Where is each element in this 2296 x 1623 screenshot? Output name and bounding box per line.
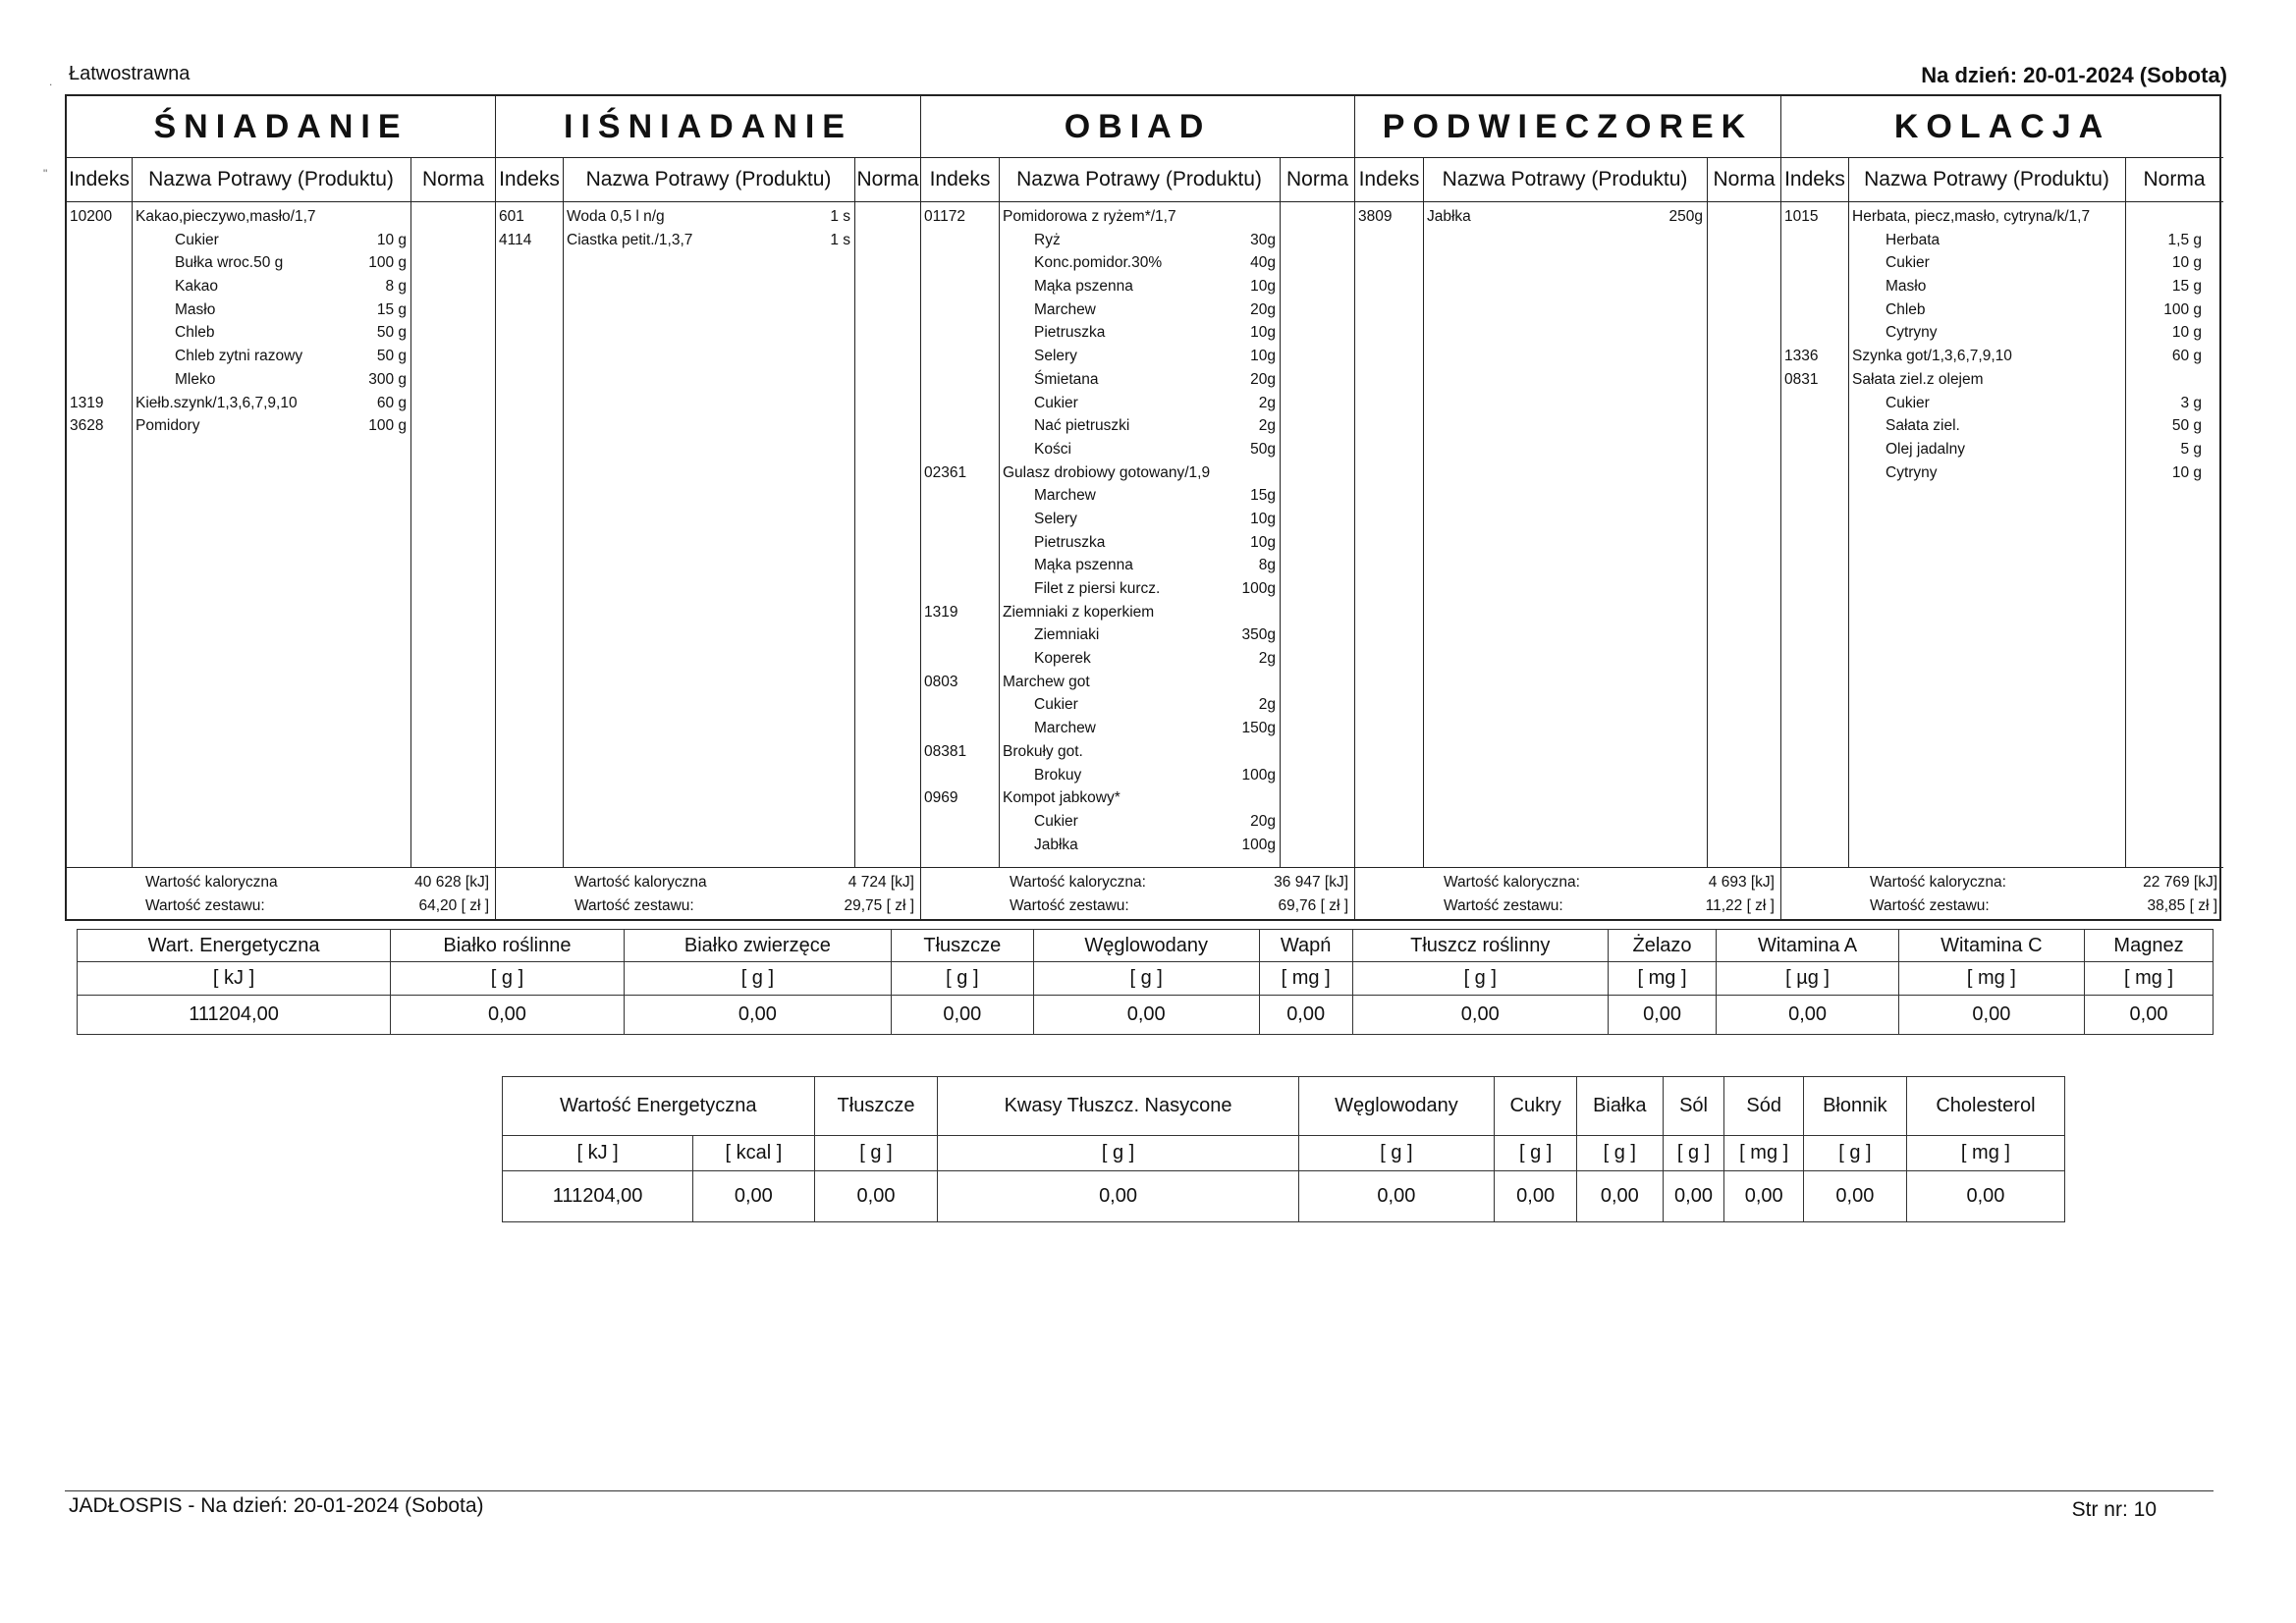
nutrient-unit: [ g ] (1033, 962, 1259, 996)
nutrient-header: Sól (1663, 1077, 1724, 1136)
nutrient-header: Białko zwierzęce (624, 930, 891, 962)
nutrient-value: 0,00 (938, 1171, 1298, 1222)
scan-mark: " (43, 167, 48, 181)
meal-title: IIŚNIADANIE (496, 96, 920, 158)
nutrient-value: 0,00 (1608, 996, 1717, 1035)
col-header-index: Indeks (921, 157, 999, 202)
item-norm: 10 g (2171, 463, 2202, 481)
item-index: 1319 (924, 603, 958, 621)
nutrient-value: 0,00 (1906, 1171, 2064, 1222)
nutrient-value: 0,00 (1724, 1171, 1803, 1222)
menu-item-row (921, 205, 1354, 229)
item-name: Gulasz drobiowy gotowany/1,9 (1003, 463, 1211, 481)
item-name: Cytryny (1886, 324, 1938, 342)
item-name: Mąka pszenna (1034, 278, 1133, 296)
calorie-value: 36 947 [kJ] (1274, 874, 1348, 891)
page-number: Str nr: 10 (2071, 1498, 2157, 1521)
calorie-label: Wartość kaloryczna: (1010, 874, 1146, 891)
item-name: Mleko (175, 370, 216, 388)
nutrient-value: 0,00 (624, 996, 891, 1035)
menu-item-row (67, 321, 495, 345)
meal-summary (1781, 867, 2223, 919)
nutrient-unit: [ g ] (1352, 962, 1608, 996)
menu-item-row (921, 229, 1354, 252)
menu-item-row (1781, 345, 2223, 368)
nutrient-unit: [ g ] (1495, 1136, 1577, 1171)
item-norm: 50 g (2171, 417, 2202, 435)
item-name: Ziemniaki (1034, 626, 1100, 644)
nutrient-unit: [ g ] (1298, 1136, 1495, 1171)
col-header-norm: Norma (2125, 157, 2223, 202)
menu-item-row (67, 392, 495, 415)
col-header-name: Nazwa Potrawy (Produktu) (132, 157, 410, 202)
meal-title: PODWIECZOREK (1355, 96, 1780, 158)
nutrient-value: 0,00 (1577, 1171, 1663, 1222)
col-header-index: Indeks (496, 157, 563, 202)
item-norm: 20g (1250, 370, 1276, 388)
item-name: Masło (175, 300, 216, 318)
item-norm: 2g (1258, 696, 1276, 714)
item-index: 08381 (924, 742, 967, 760)
nutrition-table-1 (77, 929, 2214, 1035)
item-index: 3628 (70, 417, 104, 435)
menu-item-row (1781, 298, 2223, 322)
item-norm: 1,5 g (2167, 231, 2202, 248)
menu-item-row (921, 717, 1354, 740)
item-norm: 8g (1258, 557, 1276, 574)
item-norm: 1 s (830, 231, 850, 248)
nutrient-unit: [ g ] (1663, 1136, 1724, 1171)
menu-item-row (921, 321, 1354, 345)
nutrient-header: Tłuszcze (814, 1077, 938, 1136)
menu-item-row (921, 508, 1354, 531)
nutrient-header: Wart. Energetyczna (78, 930, 391, 962)
col-header-name: Nazwa Potrawy (Produktu) (999, 157, 1280, 202)
item-name: Chleb (1886, 300, 1926, 318)
menu-item-row (921, 764, 1354, 787)
cost-value: 11,22 [ zł ] (1705, 897, 1775, 914)
cost-label: Wartość zestawu: (1010, 897, 1129, 914)
item-name: Nać pietruszki (1034, 417, 1130, 435)
nutrient-value: 0,00 (1298, 1171, 1495, 1222)
column-divider (1707, 157, 1708, 868)
calorie-value: 22 769 [kJ] (2143, 874, 2217, 891)
item-norm: 50 g (376, 324, 407, 342)
col-header-index: Indeks (67, 157, 132, 202)
column-divider (854, 157, 855, 868)
menu-item-row (921, 554, 1354, 577)
meal-section (921, 96, 1355, 919)
menu-item-row (921, 671, 1354, 694)
nutrient-unit: [ kJ ] (78, 962, 391, 996)
nutrient-unit: [ g ] (391, 962, 625, 996)
menu-item-row (1781, 251, 2223, 275)
nutrient-header: Żelazo (1608, 930, 1717, 962)
menu-item-row (67, 205, 495, 229)
item-norm: 100 g (368, 417, 407, 435)
item-name: Olej jadalny (1886, 440, 1965, 458)
menu-item-row (67, 298, 495, 322)
nutrient-value: 0,00 (891, 996, 1033, 1035)
nutrient-value: 0,00 (1259, 996, 1352, 1035)
calorie-value: 40 628 [kJ] (414, 874, 489, 891)
menu-item-row (67, 414, 495, 438)
meal-section (67, 96, 496, 919)
item-norm: 10g (1250, 348, 1276, 365)
item-norm: 40g (1250, 254, 1276, 272)
nutrient-unit: [ mg ] (1724, 1136, 1803, 1171)
item-index: 1319 (70, 394, 104, 411)
menu-item-row (1781, 275, 2223, 298)
menu-item-row (921, 461, 1354, 485)
menu-item-row (67, 345, 495, 368)
item-norm: 10g (1250, 510, 1276, 527)
menu-item-row (67, 368, 495, 392)
item-name: Sałata ziel. (1886, 417, 1960, 435)
nutrient-value: 0,00 (2085, 996, 2214, 1035)
cost-label: Wartość zestawu: (1870, 897, 1990, 914)
nutrient-unit: [ kJ ] (503, 1136, 693, 1171)
menu-item-row (921, 392, 1354, 415)
nutrient-unit: [ mg ] (2085, 962, 2214, 996)
menu-item-row (921, 647, 1354, 671)
item-norm: 10g (1250, 324, 1276, 342)
menu-item-row (921, 834, 1354, 857)
nutrient-unit: [ g ] (938, 1136, 1298, 1171)
meal-summary (496, 867, 920, 919)
menu-item-row (921, 810, 1354, 834)
item-norm: 15 g (2171, 278, 2202, 296)
nutrient-header: Magnez (2085, 930, 2214, 962)
menu-item-row (921, 531, 1354, 555)
nutrient-value: 0,00 (1898, 996, 2084, 1035)
menu-item-row (1781, 321, 2223, 345)
nutrient-value: 0,00 (1495, 1171, 1577, 1222)
item-norm: 30g (1250, 231, 1276, 248)
item-name: Chleb zytni razowy (175, 348, 303, 365)
item-norm: 10 g (376, 231, 407, 248)
col-header-norm: Norma (854, 157, 921, 202)
item-name: Herbata (1886, 231, 1941, 248)
menu-item-row (1355, 205, 1780, 229)
scan-mark: . (49, 75, 53, 88)
item-name: Marchew (1034, 487, 1096, 505)
calorie-value: 4 693 [kJ] (1708, 874, 1775, 891)
menu-item-row (67, 251, 495, 275)
item-name: Ziemniaki z koperkiem (1003, 603, 1155, 621)
nutrient-unit: [ g ] (1577, 1136, 1663, 1171)
menu-item-row (921, 414, 1354, 438)
nutrient-header: Wartość Energetyczna (503, 1077, 815, 1136)
item-index: 601 (499, 208, 524, 225)
menu-item-row (1781, 229, 2223, 252)
nutrient-unit: [ mg ] (1259, 962, 1352, 996)
nutrient-value: 0,00 (693, 1171, 814, 1222)
item-name: Herbata, piecz,masło, cytryna/k/1,7 (1852, 208, 2091, 225)
item-norm: 100 g (2163, 300, 2202, 318)
meal-items (1355, 205, 1780, 229)
item-name: Brokuy (1034, 766, 1082, 784)
meal-items (496, 205, 920, 251)
item-name: Sałata ziel.z olejem (1852, 370, 1984, 388)
item-name: Kakao,pieczywo,masło/1,7 (136, 208, 316, 225)
item-norm: 60 g (2171, 348, 2202, 365)
item-name: Selery (1034, 510, 1077, 527)
meal-section (1355, 96, 1781, 919)
menu-item-row (921, 251, 1354, 275)
meal-title: OBIAD (921, 96, 1354, 158)
item-name: Selery (1034, 348, 1077, 365)
calorie-label: Wartość kaloryczna (574, 874, 707, 891)
col-header-name: Nazwa Potrawy (Produktu) (1423, 157, 1707, 202)
nutrient-header: Białka (1577, 1077, 1663, 1136)
item-name: Kompot jabkowy* (1003, 789, 1121, 807)
nutrient-unit: [ µg ] (1717, 962, 1898, 996)
nutrient-header: Cukry (1495, 1077, 1577, 1136)
menu-item-row (921, 623, 1354, 647)
item-norm: 15g (1250, 487, 1276, 505)
calorie-value: 4 724 [kJ] (847, 874, 914, 891)
item-name: Cukier (1886, 394, 1930, 411)
item-index: 1336 (1784, 348, 1819, 365)
menu-item-row (1781, 461, 2223, 485)
nutrient-header: Cholesterol (1906, 1077, 2064, 1136)
menu-item-row (921, 298, 1354, 322)
menu-item-row (921, 693, 1354, 717)
item-name: Kości (1034, 440, 1071, 458)
item-norm: 50g (1250, 440, 1276, 458)
nutrient-header: Tłuszcze (891, 930, 1033, 962)
col-header-index: Indeks (1355, 157, 1423, 202)
menu-item-row (921, 601, 1354, 624)
nutrient-header: Węglowodany (1033, 930, 1259, 962)
nutrient-unit: [ mg ] (1898, 962, 2084, 996)
item-name: Cukier (1034, 696, 1078, 714)
item-norm: 5 g (2180, 440, 2202, 458)
item-name: Marchew (1034, 300, 1096, 318)
item-name: Bułka wroc.50 g (175, 254, 284, 272)
item-norm: 2g (1258, 417, 1276, 435)
item-name: Filet z piersi kurcz. (1034, 580, 1161, 597)
item-name: Śmietana (1034, 370, 1099, 388)
item-norm: 50 g (376, 348, 407, 365)
item-index: 01172 (924, 208, 965, 225)
cost-label: Wartość zestawu: (574, 897, 694, 914)
item-norm: 150g (1241, 720, 1276, 737)
cost-value: 29,75 [ zł ] (844, 897, 914, 914)
nutrient-header: Tłuszcz roślinny (1352, 930, 1608, 962)
menu-item-row (921, 577, 1354, 601)
item-name: Pomidory (136, 417, 200, 435)
item-norm: 3 g (2180, 394, 2202, 411)
item-norm: 20g (1250, 812, 1276, 830)
meal-items (67, 205, 495, 438)
menu-item-row (921, 740, 1354, 764)
item-name: Ciastka petit./1,3,7 (567, 231, 693, 248)
item-name: Cukier (175, 231, 219, 248)
nutrient-value: 111204,00 (78, 996, 391, 1035)
col-header-index: Indeks (1781, 157, 1848, 202)
nutrient-header: Węglowodany (1298, 1077, 1495, 1136)
item-norm: 2g (1258, 650, 1276, 668)
item-name: Szynka got/1,3,6,7,9,10 (1852, 348, 2012, 365)
item-name: Ryż (1034, 231, 1061, 248)
item-name: Cukier (1034, 394, 1078, 411)
item-norm: 250g (1668, 208, 1703, 225)
item-norm: 10 g (2171, 254, 2202, 272)
nutrient-value: 0,00 (1663, 1171, 1724, 1222)
menu-item-row (1781, 368, 2223, 392)
nutrient-header: Witamina C (1898, 930, 2084, 962)
col-header-norm: Norma (1280, 157, 1355, 202)
item-name: Konc.pomidor.30% (1034, 254, 1163, 272)
menu-item-row (921, 368, 1354, 392)
item-name: Jabłka (1034, 836, 1078, 853)
item-name: Woda 0,5 l n/g (567, 208, 665, 225)
menu-item-row (496, 229, 920, 252)
menu-item-row (1781, 205, 2223, 229)
menu-item-row (921, 484, 1354, 508)
item-name: Masło (1886, 278, 1927, 296)
nutrition-table-2 (502, 1076, 2065, 1222)
menu-table (65, 94, 2221, 921)
nutrient-unit: [ g ] (891, 962, 1033, 996)
menu-item-row (921, 786, 1354, 810)
item-norm: 100g (1241, 580, 1276, 597)
diet-name: Łatwostrawna (69, 63, 191, 84)
meal-summary (1355, 867, 1780, 919)
item-index: 1015 (1784, 208, 1819, 225)
item-norm: 2g (1258, 394, 1276, 411)
menu-item-row (67, 275, 495, 298)
item-index: 0969 (924, 789, 958, 807)
item-norm: 1 s (830, 208, 850, 225)
nutrient-header: Witamina A (1717, 930, 1898, 962)
item-norm: 8 g (385, 278, 407, 296)
item-name: Cukier (1034, 812, 1078, 830)
item-name: Marchew (1034, 720, 1096, 737)
item-name: Marchew got (1003, 673, 1090, 690)
nutrient-value: 0,00 (814, 1171, 938, 1222)
menu-item-row (921, 438, 1354, 461)
menu-item-row (1781, 438, 2223, 461)
menu-item-row (1781, 414, 2223, 438)
report-date: Na dzień: 20-01-2024 (Sobota) (1921, 63, 2227, 87)
col-header-name: Nazwa Potrawy (Produktu) (563, 157, 854, 202)
item-name: Cytryny (1886, 463, 1938, 481)
cost-value: 64,20 [ zł ] (418, 897, 489, 914)
nutrient-value: 0,00 (1803, 1171, 1906, 1222)
menu-item-row (921, 345, 1354, 368)
item-norm: 20g (1250, 300, 1276, 318)
item-norm: 60 g (376, 394, 407, 411)
item-norm: 10g (1250, 278, 1276, 296)
item-name: Kakao (175, 278, 218, 296)
item-norm: 100 g (368, 254, 407, 272)
nutrient-unit: [ g ] (1803, 1136, 1906, 1171)
column-divider (563, 157, 564, 868)
item-name: Cukier (1886, 254, 1930, 272)
item-norm: 100g (1241, 836, 1276, 853)
item-name: Mąka pszenna (1034, 557, 1133, 574)
item-norm: 100g (1241, 766, 1276, 784)
item-index: 02361 (924, 463, 967, 481)
item-index: 0831 (1784, 370, 1819, 388)
nutrient-header: Kwasy Tłuszcz. Nasycone (938, 1077, 1298, 1136)
item-name: Pietruszka (1034, 533, 1106, 551)
cost-label: Wartość zestawu: (1444, 897, 1563, 914)
item-norm: 15 g (376, 300, 407, 318)
item-norm: 10g (1250, 533, 1276, 551)
footer-divider (65, 1490, 2214, 1491)
nutrient-unit: [ g ] (814, 1136, 938, 1171)
nutrient-value: 0,00 (1033, 996, 1259, 1035)
item-name: Chleb (175, 324, 215, 342)
cost-label: Wartość zestawu: (145, 897, 265, 914)
item-name: Kiełb.szynk/1,3,6,7,9,10 (136, 394, 298, 411)
nutrient-value: 0,00 (391, 996, 625, 1035)
nutrient-unit: [ g ] (624, 962, 891, 996)
nutrient-unit: [ mg ] (1906, 1136, 2064, 1171)
item-norm: 10 g (2171, 324, 2202, 342)
nutrient-header: Wapń (1259, 930, 1352, 962)
meal-section (496, 96, 921, 919)
item-name: Pomidorowa z ryżem*/1,7 (1003, 208, 1176, 225)
item-index: 0803 (924, 673, 958, 690)
meal-items (1781, 205, 2223, 484)
item-norm: 350g (1241, 626, 1276, 644)
footer-title: JADŁOSPIS - Na dzień: 20-01-2024 (Sobota) (69, 1494, 484, 1517)
meal-summary (67, 867, 495, 919)
column-divider (1423, 157, 1424, 868)
menu-item-row (496, 205, 920, 229)
menu-item-row (67, 229, 495, 252)
menu-item-row (921, 275, 1354, 298)
meal-items (921, 205, 1354, 856)
nutrient-header: Błonnik (1803, 1077, 1906, 1136)
col-header-norm: Norma (410, 157, 496, 202)
item-index: 4114 (499, 231, 532, 248)
item-name: Pietruszka (1034, 324, 1106, 342)
item-name: Koperek (1034, 650, 1091, 668)
item-name: Jabłka (1427, 208, 1471, 225)
calorie-label: Wartość kaloryczna (145, 874, 278, 891)
col-header-name: Nazwa Potrawy (Produktu) (1848, 157, 2125, 202)
cost-value: 38,85 [ zł ] (2147, 897, 2217, 914)
cost-value: 69,76 [ zł ] (1278, 897, 1348, 914)
nutrient-header: Sód (1724, 1077, 1803, 1136)
item-index: 10200 (70, 208, 113, 225)
nutrient-unit: [ mg ] (1608, 962, 1717, 996)
item-index: 3809 (1358, 208, 1393, 225)
nutrient-value: 0,00 (1352, 996, 1608, 1035)
nutrient-header: Białko roślinne (391, 930, 625, 962)
meal-title: ŚNIADANIE (67, 96, 495, 158)
nutrient-value: 0,00 (1717, 996, 1898, 1035)
meal-title: KOLACJA (1781, 96, 2223, 158)
nutrient-unit: [ kcal ] (693, 1136, 814, 1171)
item-name: Brokuły got. (1003, 742, 1083, 760)
item-norm: 300 g (368, 370, 407, 388)
meal-section (1781, 96, 2223, 919)
menu-item-row (1781, 392, 2223, 415)
nutrient-value: 111204,00 (503, 1171, 693, 1222)
calorie-label: Wartość kaloryczna: (1870, 874, 2006, 891)
col-header-norm: Norma (1707, 157, 1781, 202)
calorie-label: Wartość kaloryczna: (1444, 874, 1580, 891)
meal-summary (921, 867, 1354, 919)
